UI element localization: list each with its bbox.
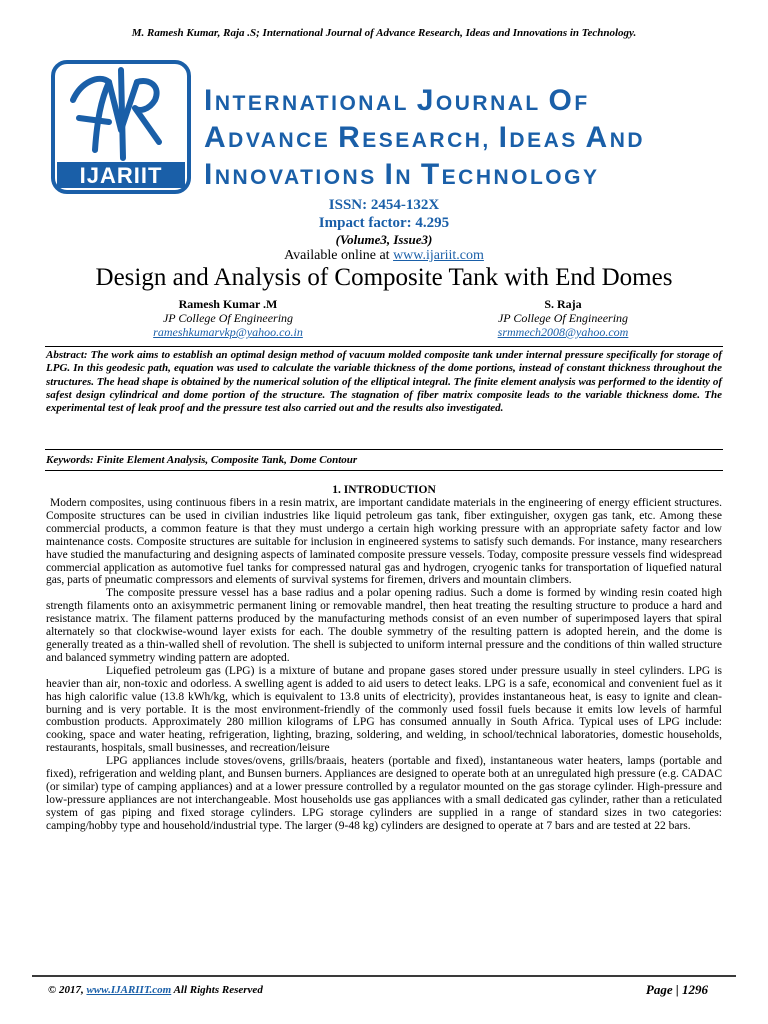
available-online	[0, 248, 768, 264]
impact-factor: Impact factor: 4.295	[318, 215, 450, 231]
author-1	[98, 297, 358, 339]
copyright-suffix: All Rights Reserved	[171, 984, 263, 996]
author-email-link[interactable]: srmmech2008@yahoo.com	[497, 325, 629, 339]
divider	[45, 449, 723, 450]
journal-title-line-1: INTERNATIONAL JOURNAL OF	[204, 84, 590, 117]
volume-issue: (Volume3, Issue3)	[335, 232, 433, 247]
logo-text: IJARIIT	[79, 163, 163, 188]
journal-title-line-2: ADVANCE RESEARCH, IDEAS AND	[204, 121, 646, 154]
author-email-link[interactable]: rameshkumarvkp@yahoo.co.in	[153, 325, 303, 339]
body-text	[46, 497, 722, 833]
issn-block	[0, 196, 768, 232]
paragraph: Liquefied petroleum gas (LPG) is a mixture of butane and propane gases stored under pressure usually in steel cylinders. LPG is heavier than air, non-toxic and odorless. A swelling agent is added to aid users to detect leaks. LPG is a safe, economical and convenient fuel as it has high calorific value (13.8 kWh/kg, which is equivalent to 13.8 units of electricity), provides instantaneous heat, is easy to ignite and clean-burning and is very portable. It is the most environment-friendly of the commonly used fossil fuels because it emits low levels of harmful combustion products. Approximately 280 million kilograms of LPG has consumed annually in South Africa. Typical uses of LPG include: cooking, space and water heating, refrigeration, lighting, brazing, soldering, and welding, in school/technical laboratories, domestic households, restaurants, hospitals, small businesses, and recreation/leisure	[46, 664, 722, 755]
footer-website-link[interactable]: www.IJARIIT.com	[86, 984, 172, 996]
available-label: Available online at	[284, 248, 394, 263]
keywords: Keywords: Finite Element Analysis, Composite Tank, Dome Contour	[46, 454, 358, 466]
copyright	[48, 984, 263, 996]
journal-website-link[interactable]: www.ijariit.com	[393, 248, 484, 263]
author-affiliation: JP College Of Engineering	[162, 311, 294, 325]
issn: ISSN: 2454-132X	[328, 197, 440, 213]
journal-title-line-3: INNOVATIONS IN TECHNOLOGY	[204, 158, 600, 191]
copyright-prefix: © 2017,	[48, 984, 87, 996]
author-name: S. Raja	[544, 297, 582, 311]
page-number: Page | 1296	[645, 982, 708, 997]
paper-title: Design and Analysis of Composite Tank with End Domes	[95, 264, 673, 291]
ijariit-logo	[51, 60, 191, 194]
author-affiliation: JP College Of Engineering	[497, 311, 629, 325]
paragraph: The composite pressure vessel has a base radius and a polar opening radius. Such a dome is formed by winding resin coated high strength filaments onto an axisymmetric permanent lining or removable mandrel, then heat treating the resulting structure to produce a hard and resistance matrix. The filament patterns produced by the manufacturing methods consist of an even number of superimposed layers that spiral alternately so that clockwise-wound layer exists for each. The double symmetry of the resulting pattern is adopted herein, and the dome is generally treated as a thin-walled shell of revolution. The shell is subjected to uniform internal pressure and the conditions of thin walled structure and balanced symmetry winding pattern are adopted.	[46, 587, 722, 664]
footer-divider	[32, 975, 736, 977]
author-name: Ramesh Kumar .M	[178, 297, 278, 311]
paragraph: Modern composites, using continuous fibers in a resin matrix, are important candidate materials in the engineering of energy efficient structures. Composite structures can be used in civilian industries like liquid petroleum gas tank, fiber extinguisher, oxygen gas tank, etc. Among these commercial products, a common feature is that they must undergo a certain high working pressure with an appropriate safety factor and low maintenance costs. Composite structures are suitable for inclusion in engineered systems to satisfy such demands. For instance, many researchers have studied the manufacturing and designing aspects of laminated composite pressure vessels. Today, composite pressure vessels find widespread commercial application as automotive fuel tanks for compressed natural gas and hydrogen, cryogenic tanks for transportation of liquefied natural gas, parts of pneumatic compressors and elements of survival systems for firemen, drivers and mountain climbers.	[46, 497, 722, 587]
journal-title	[204, 82, 724, 193]
divider	[45, 470, 723, 471]
section-heading: 1. INTRODUCTION	[332, 484, 436, 496]
running-head: M. Ramesh Kumar, Raja .S; International Journal of Advance Research, Ideas and Innovations in Technology.	[131, 27, 637, 39]
abstract: Abstract: The work aims to establish an optimal design method of vacuum molded composite tank under internal pressure specifically for storage of LPG. In this geodesic path, equation was used to calculate the variable thickness of the dome portions, instead of constant thickness throughout the structures. The head shape is obtained by the numerical solution of the elliptical integral. The finite element analysis was performed to the identity of safest design cylindrical and dome portion of the structure. The stagnation of fiber matrix composite leads to the variable thickness dome. The experimental test of leak proof and the pressure test also carried out and the results also investigated.	[46, 349, 722, 415]
paragraph: LPG appliances include stoves/ovens, grills/braais, heaters (portable and fixed), instantaneous water heaters, lamps (portable and fixed), refrigeration and welding plant, and Bunsen burners. Appliances are designed to operate both at an unregulated high pressure (e.g. CADAC (or similar) type of camping appliances) and at a lower pressure controlled by a regulator mounted on the gas storage cylinder. High-pressure and low-pressure appliances are not interchangeable. Most households use gas appliances with a small dedicated gas cylinder, rather than a reticulated system of gas piping and fixed storage cylinders. LPG storage cylinders are supplied in a range of standard sizes in two categories: camping/hobby type and household/industrial type. The larger (9-48 kg) cylinders are designed to operate at 7 bars and are tested at 22 bars.	[46, 755, 722, 832]
author-2	[433, 297, 693, 339]
divider	[45, 346, 723, 347]
